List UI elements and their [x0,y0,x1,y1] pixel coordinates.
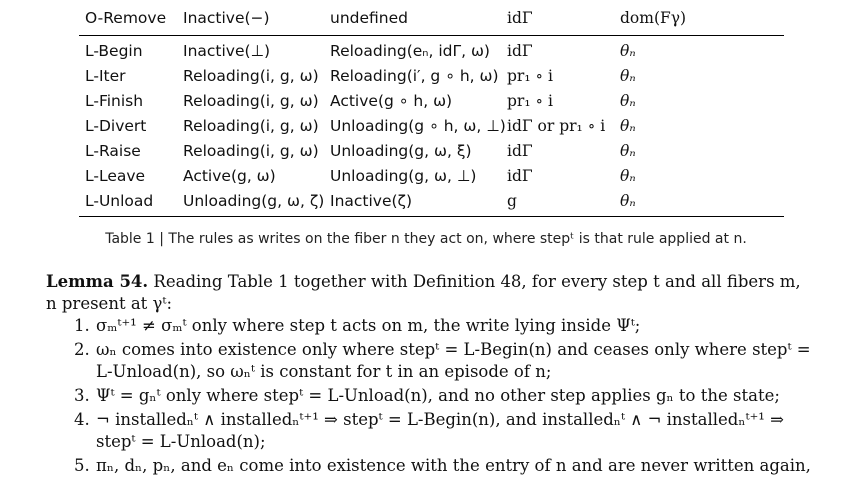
item-number: 4. [74,410,90,429]
item-number: 1. [74,316,90,335]
table-cell: dom(Fγ) [620,9,687,27]
table-row [79,39,784,63]
table-rule [79,35,784,36]
table-cell: undefined [330,9,408,27]
table-cell: θₙ [620,192,636,210]
table-cell: idΓ [507,9,533,27]
table-cell: θₙ [620,42,636,60]
table-cell: Inactive(⊥) [183,42,271,60]
table-row [79,139,784,163]
table-cell: Reloading(i, g, ω) [183,142,319,160]
table-caption: Table 1 | The rules as writes on the fiber n they act on, where stepᵗ is that rule applied at n. [105,231,747,247]
table-cell: L-Iter [85,67,126,85]
list-item [46,455,816,477]
table-cell: idΓ [507,42,533,60]
item-number: 2. [74,340,90,359]
list-item [46,339,816,383]
table-cell: idΓ [507,167,533,185]
table-cell: Reloading(i, g, ω) [183,67,319,85]
table-cell: Unloading(g, ω, ξ) [330,142,472,160]
table-cell: Reloading(i, g, ω) [183,92,319,110]
table-cell: idΓ or pr₁ ∘ i [507,117,606,135]
table-cell: Active(g ∘ h, ω) [330,92,453,110]
table-row [79,89,784,113]
item-number: 5. [74,456,90,475]
list-item [46,409,816,453]
table-cell: L-Finish [85,92,144,110]
table-cell: L-Leave [85,167,146,185]
lemma-items [46,315,816,479]
table-cell: Reloading(eₙ, idΓ, ω) [330,42,490,60]
table-cell: O-Remove [85,9,167,27]
item-text: πₙ, dₙ, pₙ, and eₙ come into existence with the entry of n and are never written again, [96,456,811,475]
list-item [46,385,816,407]
table-row [79,114,784,138]
table-cell: θₙ [620,67,636,85]
table-cell: Inactive(ζ) [330,192,413,210]
table-cell: Inactive(−) [183,9,270,27]
table-cell: Unloading(g, ω, ζ) [183,192,325,210]
item-text: σₘᵗ⁺¹ ≠ σₘᵗ only where step t acts on m, the write lying inside Ψᵗ; [96,316,641,335]
table-cell: Active(g, ω) [183,167,276,185]
table-cell: Reloading(i, g, ω) [183,117,319,135]
table-header-row [79,6,784,30]
list-item [46,315,816,337]
item-text: ¬ installedₙᵗ ∧ installedₙᵗ⁺¹ ⇒ stepᵗ = L-Begin(n), and installedₙᵗ ∧ ¬ installedₙᵗ⁺¹ ⇒ stepᵗ = L-Unload(n); [96,410,784,451]
table-cell: g [507,192,517,210]
table-cell: Unloading(g, ω, ⊥) [330,167,477,185]
lemma-intro: Reading Table 1 together with Definition 48, for every step t and all fibers m, n present at γᵗ: [46,272,801,313]
table-cell: Unloading(g ∘ h, ω, ⊥) [330,117,506,135]
table-cell: L-Raise [85,142,141,160]
lemma-title: Lemma 54. [46,272,149,291]
table-cell: θₙ [620,117,636,135]
table-rule [79,216,784,217]
table-row [79,64,784,88]
lemma-statement [46,271,816,315]
table-cell: pr₁ ∘ i [507,92,553,110]
table-row [79,164,784,188]
table-cell: θₙ [620,142,636,160]
item-text: ωₙ comes into existence only where stepᵗ = L-Begin(n) and ceases only where stepᵗ = L-Unload(n), so ωₙᵗ is constant for t in an episode of n; [96,340,811,381]
table-cell: θₙ [620,167,636,185]
item-text: Ψᵗ = gₙᵗ only where stepᵗ = L-Unload(n), and no other step applies gₙ to the state; [96,386,780,405]
table-cell: L-Divert [85,117,147,135]
table-cell: L-Begin [85,42,143,60]
table-cell: L-Unload [85,192,154,210]
item-number: 3. [74,386,90,405]
table-cell: Reloading(i′, g ∘ h, ω) [330,67,499,85]
table-cell: pr₁ ∘ i [507,67,553,85]
table-cell: θₙ [620,92,636,110]
table-row [79,189,784,213]
table-cell: idΓ [507,142,533,160]
